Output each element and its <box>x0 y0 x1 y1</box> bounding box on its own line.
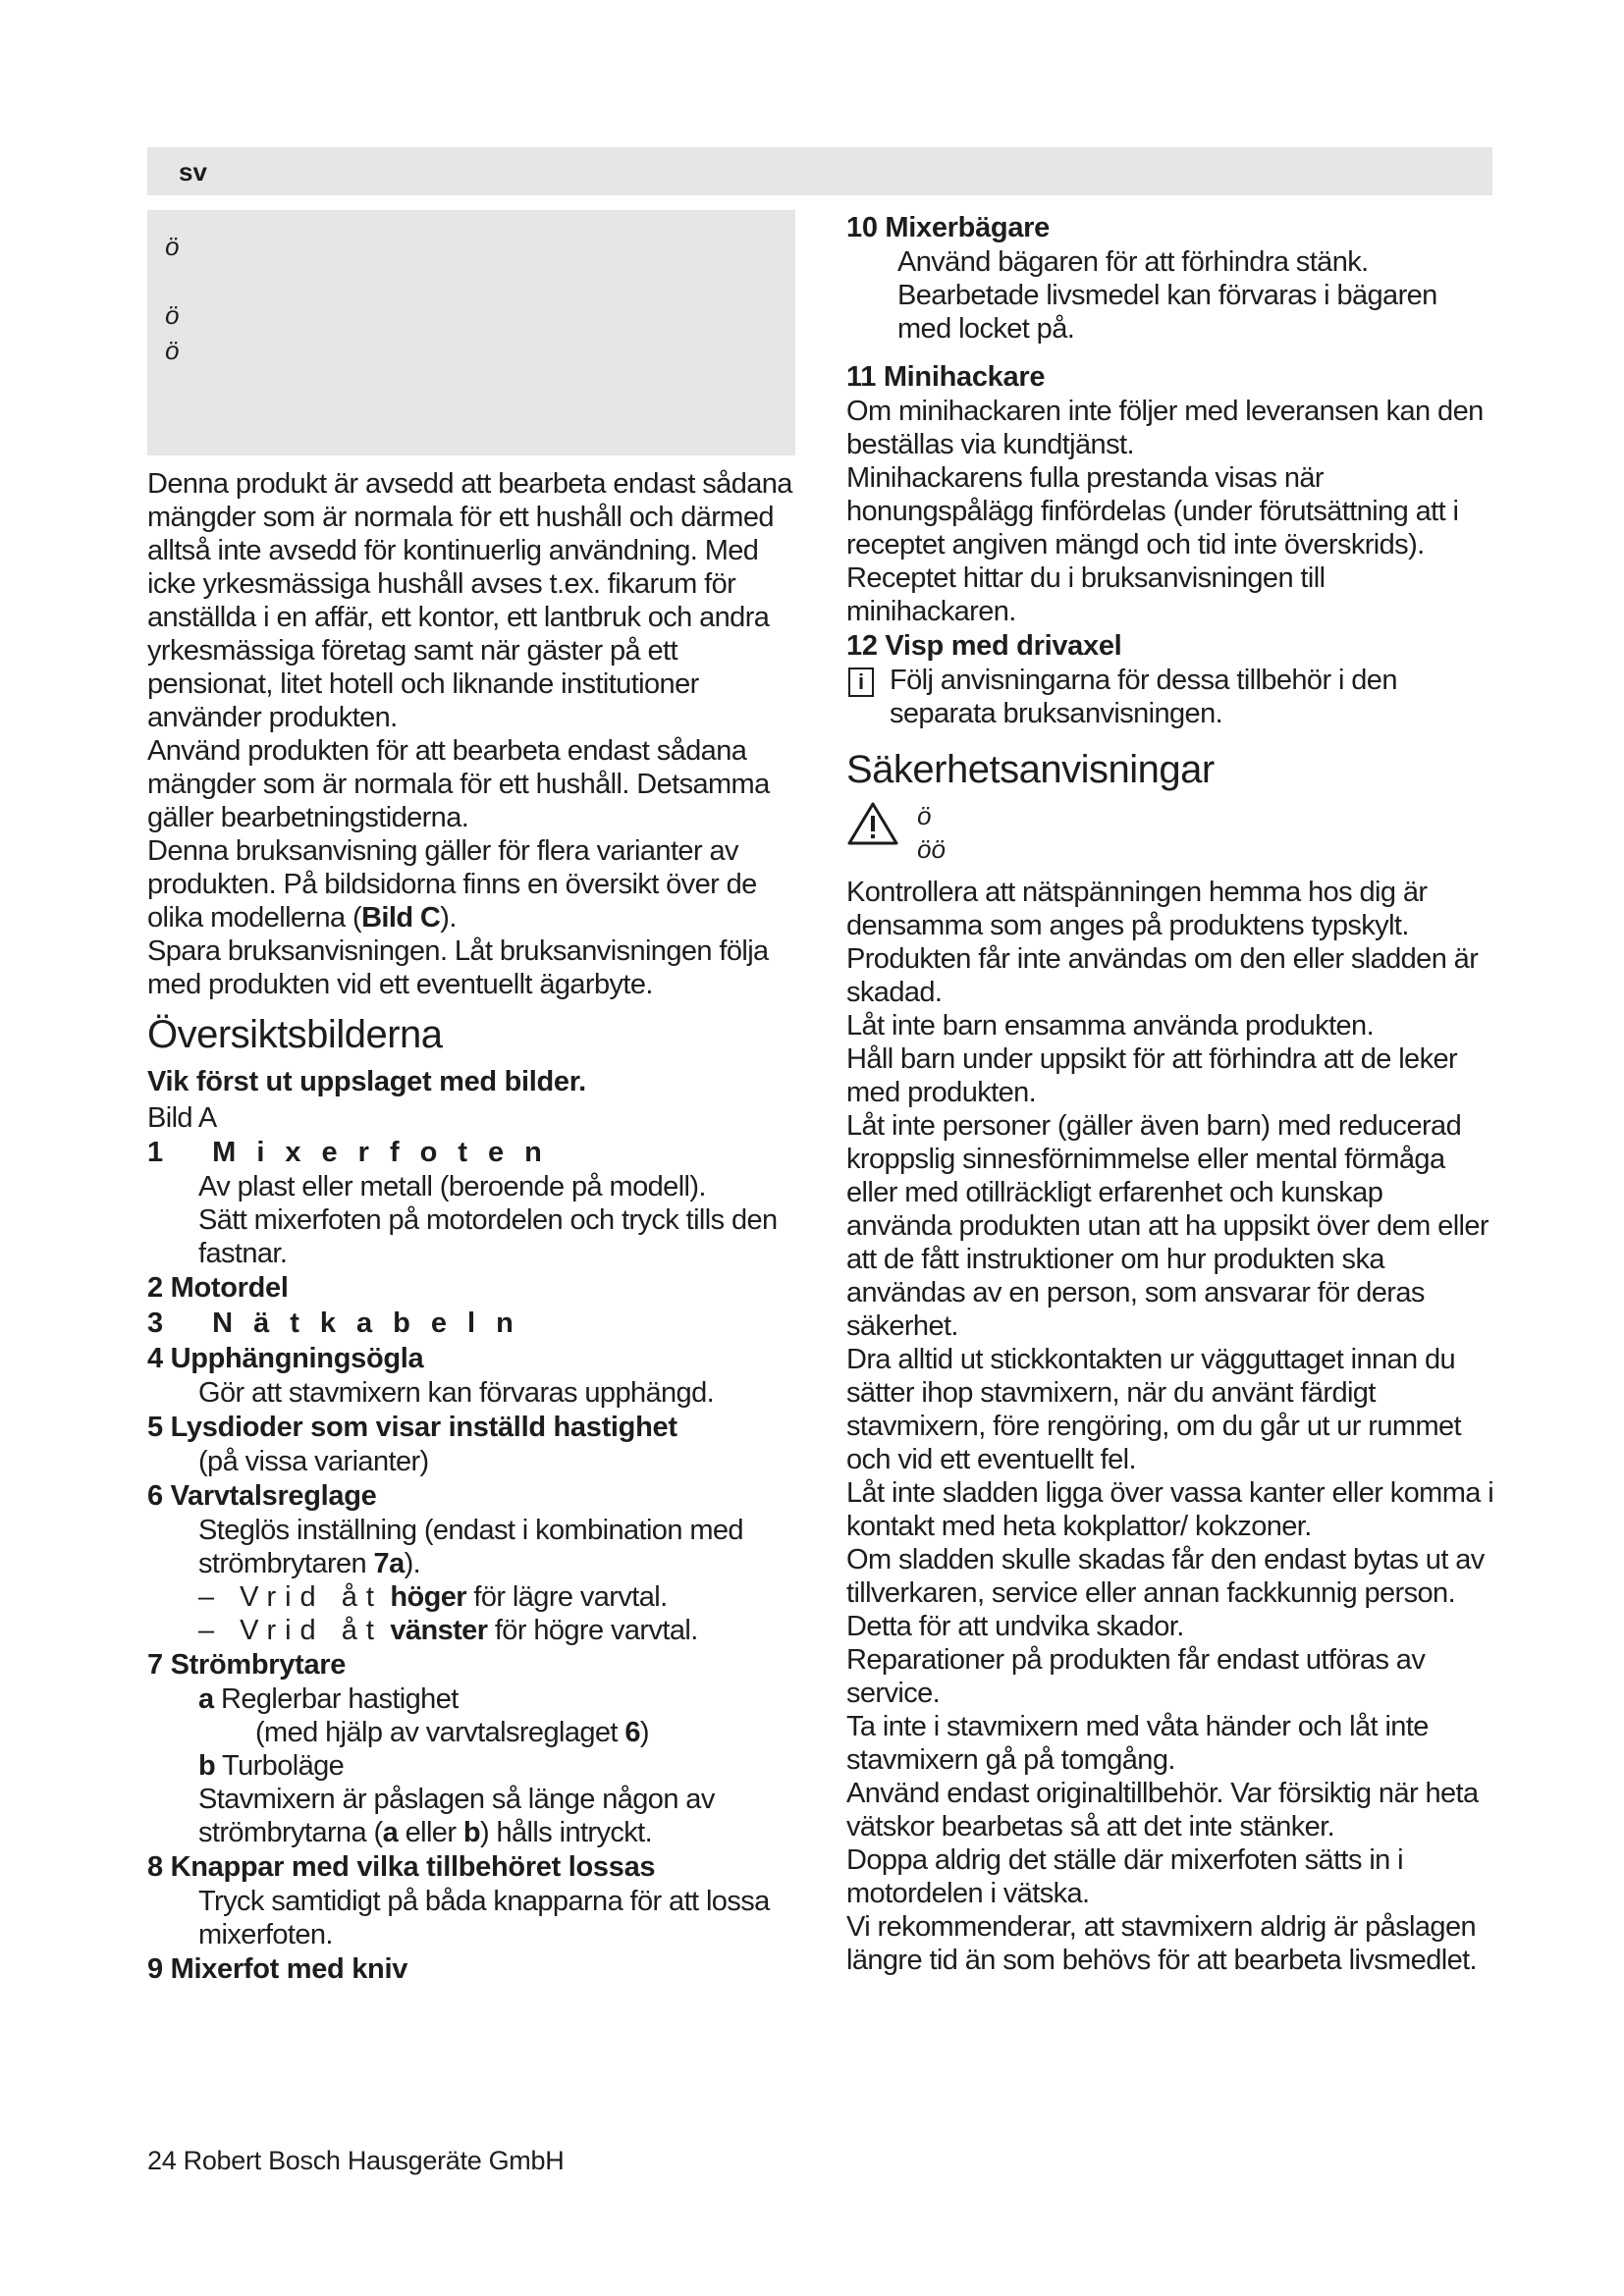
safety-paragraph: Ta inte i stavmixern med våta händer och låt inte stavmixern gå på tomgång. <box>846 1711 1429 1776</box>
item-title: 10 Mixerbägare <box>846 212 1050 243</box>
left-column <box>147 210 795 1987</box>
notice-line: ö <box>165 300 180 330</box>
item-title: 4 Upphängningsögla <box>147 1343 424 1374</box>
intro-paragraph: Spara bruksanvisningen. Låt bruksanvisningen följa med produkten vid ett eventuellt ägarbyte. <box>147 935 769 1000</box>
warning-triangle-icon <box>846 801 899 846</box>
safety-paragraph: Reparationer på produkten får endast utföras av service. <box>846 1644 1426 1709</box>
safety-paragraph: Låt inte barn ensamma använda produkten. <box>846 1010 1375 1041</box>
item-text: Tryck samtidigt på båda knapparna för att lossa mixerfoten. <box>198 1886 770 1950</box>
safety-paragraph: Doppa aldrig det ställe där mixerfoten sätts in i motordelen i vätska. <box>846 1844 1404 1909</box>
item-title: 6 Varvtalsreglage <box>147 1480 377 1512</box>
warning-block <box>846 799 1494 866</box>
item-title: 7 Strömbrytare <box>147 1649 347 1681</box>
item-title: 9 Mixerfot med kniv <box>147 1953 408 1985</box>
intro-paragraph: Använd produkten för att bearbeta endast sådana mängder som är normala för ett hushåll. Detsamma gäller bearbetningstiderna. <box>147 735 770 833</box>
item-text: Om minihackaren inte följer med leveransen kan den beställas via kundtjänst. <box>846 396 1484 460</box>
item-title: 2 Motordel <box>147 1272 289 1304</box>
safety-paragraph: Vi rekommenderar, att stavmixern aldrig är påslagen längre tid än som behövs för att bearbeta livsmedlet. <box>846 1911 1478 1976</box>
item-title: 1 Mixerfoten <box>147 1137 563 1168</box>
safety-paragraph: Låt inte sladden ligga över vassa kanter eller komma i kontakt med heta kokplattor/ kokzoner. <box>846 1477 1494 1542</box>
safety-heading: Säkerhetsanvisningar <box>846 748 1215 791</box>
item-dash-line: – Vrid åt höger för lägre varvtal. <box>198 1581 668 1613</box>
notice-line: ö <box>165 232 180 261</box>
item-title: 11 Minihackare <box>846 361 1046 393</box>
item-title: 3 Nätkabeln <box>147 1308 534 1339</box>
item-subitem-detail: (med hjälp av varvtalsreglaget 6) <box>255 1717 649 1748</box>
warning-line: öö <box>917 834 946 864</box>
safety-paragraph: Om sladden skulle skadas får den endast bytas ut av tillverkaren, service eller annan fackkunnig person. Detta för att undvika skador. <box>846 1544 1485 1642</box>
item-text: Minihackarens fulla prestanda visas när honungspålägg finfördelas (under förutsättning att i receptet angiven mängd och tid inte överskrids). Receptet hittar du i bruksanvisningen till minihackaren. <box>846 462 1459 627</box>
notice-line: ö <box>165 336 180 365</box>
item-title: 5 Lysdioder som visar inställd hastighet <box>147 1412 677 1443</box>
item-title: 12 Visp med drivaxel <box>846 630 1122 662</box>
item-subitem: a Reglerbar hastighet <box>198 1683 459 1715</box>
header-bar <box>147 147 1492 195</box>
item-text: Gör att stavmixern kan förvaras upphängd. <box>198 1377 715 1409</box>
safety-paragraph: Kontrollera att nätspänningen hemma hos dig är densamma som anges på produktens typskylt. <box>846 877 1428 941</box>
item-dash-line: – Vrid åt vänster för högre varvtal. <box>198 1615 698 1646</box>
safety-paragraph: Låt inte personer (gäller även barn) med reducerad kroppslig sinnesförnimmelse eller mental förmåga eller med otillräckligt erfarenhet och kunskap använda produkten utan att ha uppsikt över dem eller att de fått instruktioner om hur produkten ska användas av en person, som ansvarar för deras säkerhet. <box>846 1110 1489 1342</box>
item-text: Använd bägaren för att förhindra stänk. Bearbetade livsmedel kan förvaras i bägaren med locket på. <box>897 246 1437 345</box>
item-text: Steglös inställning (endast i kombination med strömbrytaren 7a). <box>198 1515 743 1579</box>
right-column <box>846 210 1494 1977</box>
item-text: Stavmixern är påslagen så länge någon av strömbrytarna (a eller b) hålls intryckt. <box>198 1784 715 1848</box>
item-text: Av plast eller metall (beroende på modell). <box>198 1171 706 1202</box>
safety-paragraph: Dra alltid ut stickkontakten ur vägguttaget innan du sätter ihop stavmixern, när du använt färdigt stavmixern, före rengöring, om du går ut ur rummet och vid ett eventuellt fel. <box>846 1344 1461 1475</box>
item-title: 8 Knappar med vilka tillbehöret lossas <box>147 1851 656 1883</box>
warning-line: ö <box>917 801 932 830</box>
intro-paragraph: Denna bruksanvisning gäller för flera varianter av produkten. På bildsidorna finns en översikt över de olika modellerna (Bild C). <box>147 835 757 934</box>
grey-notice-box <box>147 210 795 455</box>
overview-heading: Översiktsbilderna <box>147 1013 443 1056</box>
bild-a-label: Bild A <box>147 1102 217 1134</box>
safety-paragraph: Produkten får inte användas om den eller sladden är skadad. <box>846 943 1479 1008</box>
item-text: (på vissa varianter) <box>198 1446 429 1477</box>
fold-out-instruction: Vik först ut uppslaget med bilder. <box>147 1066 586 1097</box>
info-note <box>846 664 1494 730</box>
item-text: Sätt mixerfoten på motordelen och tryck tills den fastnar. <box>198 1204 778 1269</box>
item-subitem: b Turboläge <box>198 1750 345 1782</box>
info-text: Följ anvisningarna för dessa tillbehör i den separata bruksanvisningen. <box>890 665 1397 729</box>
language-code: sv <box>179 157 207 187</box>
safety-paragraph: Håll barn under uppsikt för att förhindra att de leker med produkten. <box>846 1043 1458 1108</box>
page-footer: 24 Robert Bosch Hausgeräte GmbH <box>147 2146 565 2175</box>
intro-paragraph: Denna produkt är avsedd att bearbeta endast sådana mängder som är normala för ett hushåll och därmed alltså inte avsedd för kontinuerlig användning. Med icke yrkesmässiga hushåll avses t.ex. fikarum för anställda i en affär, ett kontor, ett lantbruk och andra yrkesmässiga företag samt när gäster på ett pensionat, litet hotell och liknande institutioner använder produkten. <box>147 468 792 733</box>
info-icon: i <box>848 667 874 697</box>
safety-paragraph: Använd endast originaltillbehör. Var försiktig när heta vätskor bearbetas så att det inte stänker. <box>846 1778 1479 1842</box>
